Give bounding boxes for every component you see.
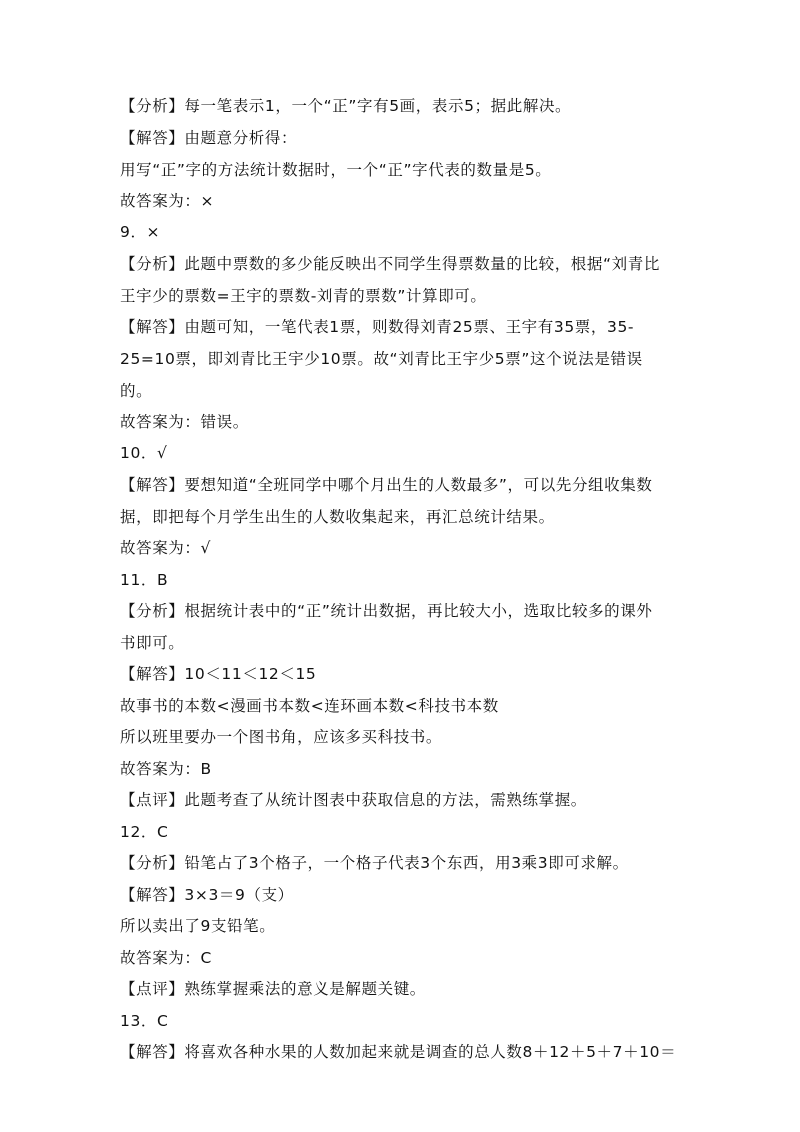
text-line: 11．B <box>120 571 169 589</box>
text-line: 【分析】此题中票数的多少能反映出不同学生得票数量的比较，根据“刘青比 <box>120 255 660 273</box>
text-line: 所以卖出了9支铅笔。 <box>120 917 276 935</box>
text-line: 13．C <box>120 1012 169 1030</box>
text-line: 用写“正”字的方法统计数据时，一个“正”字代表的数量是5。 <box>120 161 552 179</box>
text-line: 书即可。 <box>120 634 185 652</box>
text-line: 【点评】熟练掌握乘法的意义是解题关键。 <box>120 980 426 998</box>
text-line: 【解答】由题意分析得： <box>120 129 298 147</box>
text-line: 【解答】将喜欢各种水果的人数加起来就是调查的总人数8＋12＋5＋7＋10＝ <box>120 1043 677 1061</box>
text-line: 【解答】要想知道“全班同学中哪个月出生的人数最多”，可以先分组收集数 <box>120 476 653 494</box>
text-line: 的。 <box>120 382 153 400</box>
text-line: 【分析】每一笔表示1，一个“正”字有5画，表示5；据此解决。 <box>120 97 572 115</box>
text-line: 【点评】此题考查了从统计图表中获取信息的方法，需熟练掌握。 <box>120 791 587 809</box>
text-line: 10．√ <box>120 444 168 462</box>
text-line: 25=10票，即刘青比王宇少10票。故“刘青比王宇少5票”这个说法是错误 <box>120 350 643 368</box>
text-line: 【解答】10＜11＜12＜15 <box>120 665 317 683</box>
text-line: 据，即把每个月学生出生的人数收集起来，再汇总统计结果。 <box>120 508 555 526</box>
text-line: 故答案为：√ <box>120 539 211 557</box>
text-line: 【解答】3×3＝9（支） <box>120 886 294 904</box>
text-line: 【分析】铅笔占了3个格子，一个格子代表3个东西，用3乘3即可求解。 <box>120 854 629 872</box>
text-line: 故答案为：C <box>120 949 212 967</box>
text-line: 故答案为：B <box>120 760 212 778</box>
text-line: 故事书的本数<漫画书本数<连环画本数<科技书本数 <box>120 697 499 715</box>
text-line: 9．× <box>120 223 161 241</box>
text-line: 【分析】根据统计表中的“正”统计出数据，再比较大小，选取比较多的课外 <box>120 602 653 620</box>
text-line: 所以班里要办一个图书角，应该多买科技书。 <box>120 728 443 746</box>
text-line: 故答案为：× <box>120 192 215 210</box>
text-line: 【解答】由题可知，一笔代表1票，则数得刘青25票、王宇有35票，35- <box>120 318 635 336</box>
text-line: 故答案为：错误。 <box>120 413 249 431</box>
text-line: 王宇少的票数=王宇的票数-刘青的票数”计算即可。 <box>120 287 487 305</box>
text-line: 12．C <box>120 823 169 841</box>
